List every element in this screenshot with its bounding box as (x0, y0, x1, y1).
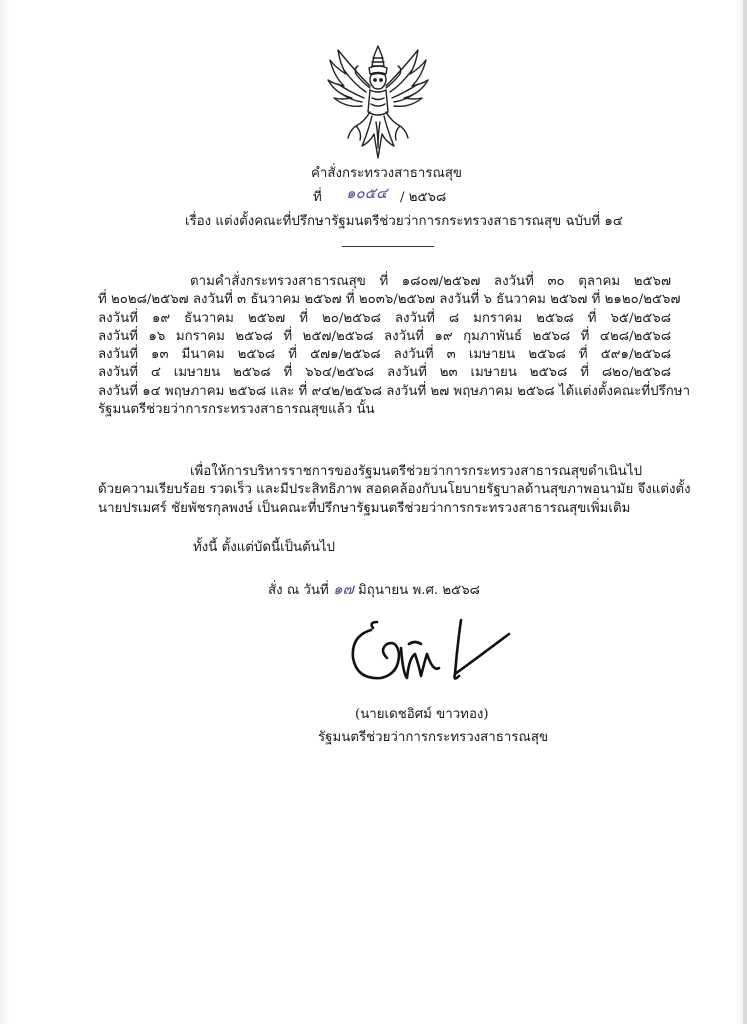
order-number-label: ที่ (313, 190, 322, 205)
divider (342, 246, 434, 247)
handwritten-signature (343, 614, 515, 692)
paragraph-line: ที่ ๒๐๒๘/๒๕๖๗ ลงวันที่ ๓ ธันวาคม ๒๕๖๗ ที่ ๒๐๓๖/๒๕๖๗ ลงวันที่ ๖ ธันวาคม ๒๕๖๗ ที่ ๒๑๒๐/๒๕๖๗ (98, 292, 681, 308)
order-subject: เรื่อง แต่งตั้งคณะที่ปรึกษารัฐมนตรีช่วยว่าการกระทรวงสาธารณสุข ฉบับที่ ๑๔ (185, 214, 623, 229)
signed-suffix: มิถุนายน พ.ศ. ๒๕๖๘ (358, 583, 480, 598)
paragraph-line: ลงวันที่ ๑๖ มกราคม ๒๕๖๘ ที่ ๒๕๗/๒๕๖๘ ลงวันที่ ๑๙ กุมภาพันธ์ ๒๕๖๘ ที่ ๔๒๘/๒๕๖๘ (98, 328, 671, 344)
signed-prefix: สั่ง ณ วันที่ (268, 583, 329, 598)
paragraph-appointment (98, 463, 691, 518)
paragraph-line: ลงวันที่ ๑๓ มีนาคม ๒๕๖๘ ที่ ๕๗๑/๒๕๖๘ ลงวันที่ ๓ เมษายน ๒๕๖๘ ที่ ๕๙๑/๒๕๖๘ (98, 347, 671, 363)
order-title: คำสั่งกระทรวงสาธารณสุข (311, 166, 463, 181)
paragraph-references (98, 273, 691, 419)
paragraph-line: ลงวันที่ ๑๙ ธันวาคม ๒๕๖๗ ที่ ๒๐/๒๕๖๘ ลงวันที่ ๘ มกราคม ๒๕๖๘ ที่ ๖๕/๒๕๖๘ (98, 310, 671, 326)
signed-date (268, 581, 480, 599)
paragraph-line: เพื่อให้การบริหารราชการของรัฐมนตรีช่วยว่าการกระทรวงสาธารณสุขดำเนินไป (190, 464, 643, 479)
paragraph-line: นายปรเมศร์ ชัยพัชรกุลพงษ์ เป็นคณะที่ปรึกษารัฐมนตรีช่วยว่าการกระทรวงสาธารณสุขเพิ่มเติม (98, 500, 631, 516)
garuda-emblem (326, 42, 430, 160)
signed-day-handwritten: ๑๗ (332, 580, 354, 598)
signer-name: (นายเดชอิศม์ ขาวทอง) (355, 707, 489, 722)
paragraph-line: ด้วยความเรียบร้อย รวดเร็ว และมีประสิทธิภาพ สอดคล้องกับนโยบายรัฐบาลด้านสุขภาพอนามัย จึงแต่งตั้ง (98, 482, 691, 498)
paragraph-line: ลงวันที่ ๑๔ พฤษภาคม ๒๕๖๘ และ ที่ ๙๔๒/๒๕๖๘ ลงวันที่ ๒๗ พฤษภาคม ๒๕๖๘ ได้แต่งตั้งคณะที่ปรึกษา (98, 383, 691, 399)
paragraph-line: รัฐมนตรีช่วยว่าการกระทรวงสาธารณสุขแล้ว นั้น (98, 402, 375, 418)
signer-position: รัฐมนตรีช่วยว่าการกระทรวงสาธารณสุข (318, 730, 549, 745)
paragraph-line: ตามคำสั่งกระทรวงสาธารณสุข ที่ ๑๘๐๗/๒๕๖๗ ลงวันที่ ๓๐ ตุลาคม ๒๕๖๗ (190, 274, 671, 289)
effective-statement: ทั้งนี้ ตั้งแต่บัดนี้เป็นต้นไป (193, 540, 335, 555)
order-number-handwritten: ๑๐๕๔ (346, 184, 388, 202)
order-number-year: / ๒๕๖๘ (400, 190, 447, 205)
paragraph-line: ลงวันที่ ๔ เมษายน ๒๕๖๘ ที่ ๖๖๔/๒๕๖๘ ลงวันที่ ๒๓ เมษายน ๒๕๖๘ ที่ ๘๒๐/๒๕๖๘ (98, 365, 671, 381)
page-edge (743, 0, 747, 1024)
